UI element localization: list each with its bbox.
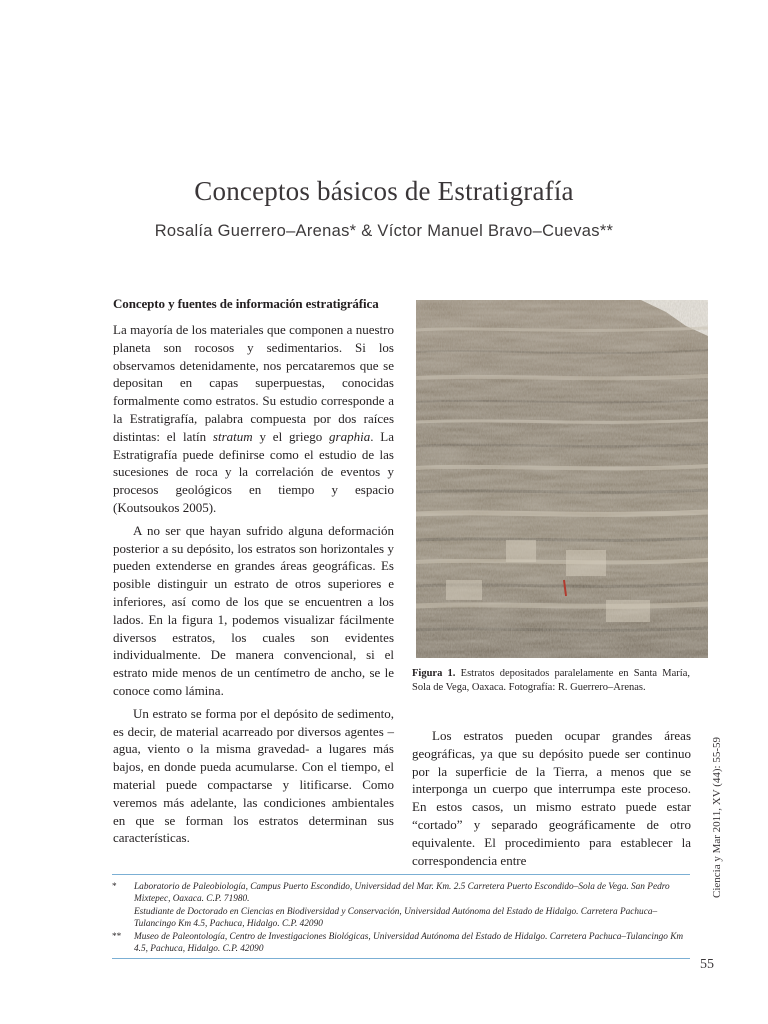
latin-term: stratum xyxy=(212,428,253,444)
footnote-2-text: Museo de Paleontología, Centro de Investigaciones Biológicas, Universidad Autónoma del Estado de Hidalgo. Carretera Pachuca–Tulancingo Km 4.5, Pachuca, Hidalgo. C.P. 42090 xyxy=(134,931,684,955)
strata-photograph xyxy=(416,300,708,658)
paragraph-3: Un estrato se forma por el depósito de sedimento, es decir, de material acarreado por diversos agentes –agua, viento o la misma gravedad- a lugares más bajos, en donde pueda acumularse. Con el tiempo, el material puede compactarse y litificarse. Como veremos más adelante, las condiciones ambientales en que se forman los estratos determinan sus características. xyxy=(113,705,394,846)
left-column xyxy=(113,296,394,852)
article-authors: Rosalía Guerrero–Arenas* & Víctor Manuel Bravo–Cuevas** xyxy=(154,222,614,240)
footnote-bottom-rule xyxy=(112,958,690,959)
greek-term: graphia xyxy=(329,428,371,444)
footnotes xyxy=(112,874,690,955)
footnote-1b: Estudiante de Doctorado en Ciencias en Biodiversidad y Conservación, Universidad Autónoma del Estado de Hidalgo. Carretera Pachuca–Tulancingo Km 4.5, Pachuca, Hidalgo. C.P. 42090 xyxy=(134,906,658,930)
paragraph-1 xyxy=(113,321,394,517)
figure-label: Figura 1. xyxy=(412,668,456,679)
footnote-1-text: Laboratorio de Paleobiología, Campus Puerto Escondido, Universidad del Mar. Km. 2.5 Carretera Puerto Escondido–Sola de Vega. San Pedro Mixtepec, Oaxaca. C.P. 71980. xyxy=(134,882,670,905)
right-column xyxy=(412,727,691,874)
paragraph-1-text-e: . La Estratigrafía puede definirse como el estudio de las sucesiones de roca y la correlación de eventos y procesos geológicos en tiempo y espacio (Koutsoukos 2005). xyxy=(113,428,395,515)
footnote-2 xyxy=(112,931,690,956)
footnote-1 xyxy=(112,881,690,906)
journal-reference: Ciencia y Mar 2011, XV (44): 55-59 xyxy=(711,737,723,898)
figure-caption xyxy=(412,667,690,695)
section-heading: Concepto y fuentes de información estratigráfica xyxy=(113,296,379,311)
footnote-2-mark: ** xyxy=(112,931,122,942)
page-number: 55 xyxy=(700,957,714,972)
paragraph-4: Los estratos pueden ocupar grandes áreas geográficas, ya que su depósito puede ser continuo por la superficie de la Tierra, a menos que se interponga un cuerpo que interrumpa este proceso. En estos casos, un mismo estrato puede estar “cortado” y separado geográficamente de otro equivalente. El procedimiento para establecer la correspondencia entre xyxy=(412,728,691,868)
paragraph-1-text-c: y el griego xyxy=(252,428,330,444)
footnote-1-mark: * xyxy=(112,882,117,892)
paragraph-1-text-a: La mayoría de los materiales que componen a nuestro planeta son rocosos y sedimentarios. Si los observamos detenidamente, nos percataremos que se depositan en capas superpuestas, conocidas formalmente como estratos. Su estudio corresponde a la Estratigrafía, palabra compuesta por dos raíces distintas: el latín xyxy=(113,322,394,444)
figure-caption-text: Estratos depositados paralelamente en Santa María, Sola de Vega, Oaxaca. Fotografía: R. Guerrero–Arenas. xyxy=(412,668,690,693)
article-title: Conceptos básicos de Estratigrafía xyxy=(194,176,574,206)
paragraph-2: A no ser que hayan sufrido alguna deformación posterior a su depósito, los estratos son horizontales y pueden extenderse en grandes áreas geográficas. Es posible distinguir un estrato de otros superiores e inferiores, así como de los que se encuentren a los lados. En la figura 1, podemos visualizar fácilmente diversos estratos, los cuales son evidentes individualmente. De manera convencional, si el estrato mide menos de un centímetro de ancho, se le conoce como lámina. xyxy=(113,522,394,698)
